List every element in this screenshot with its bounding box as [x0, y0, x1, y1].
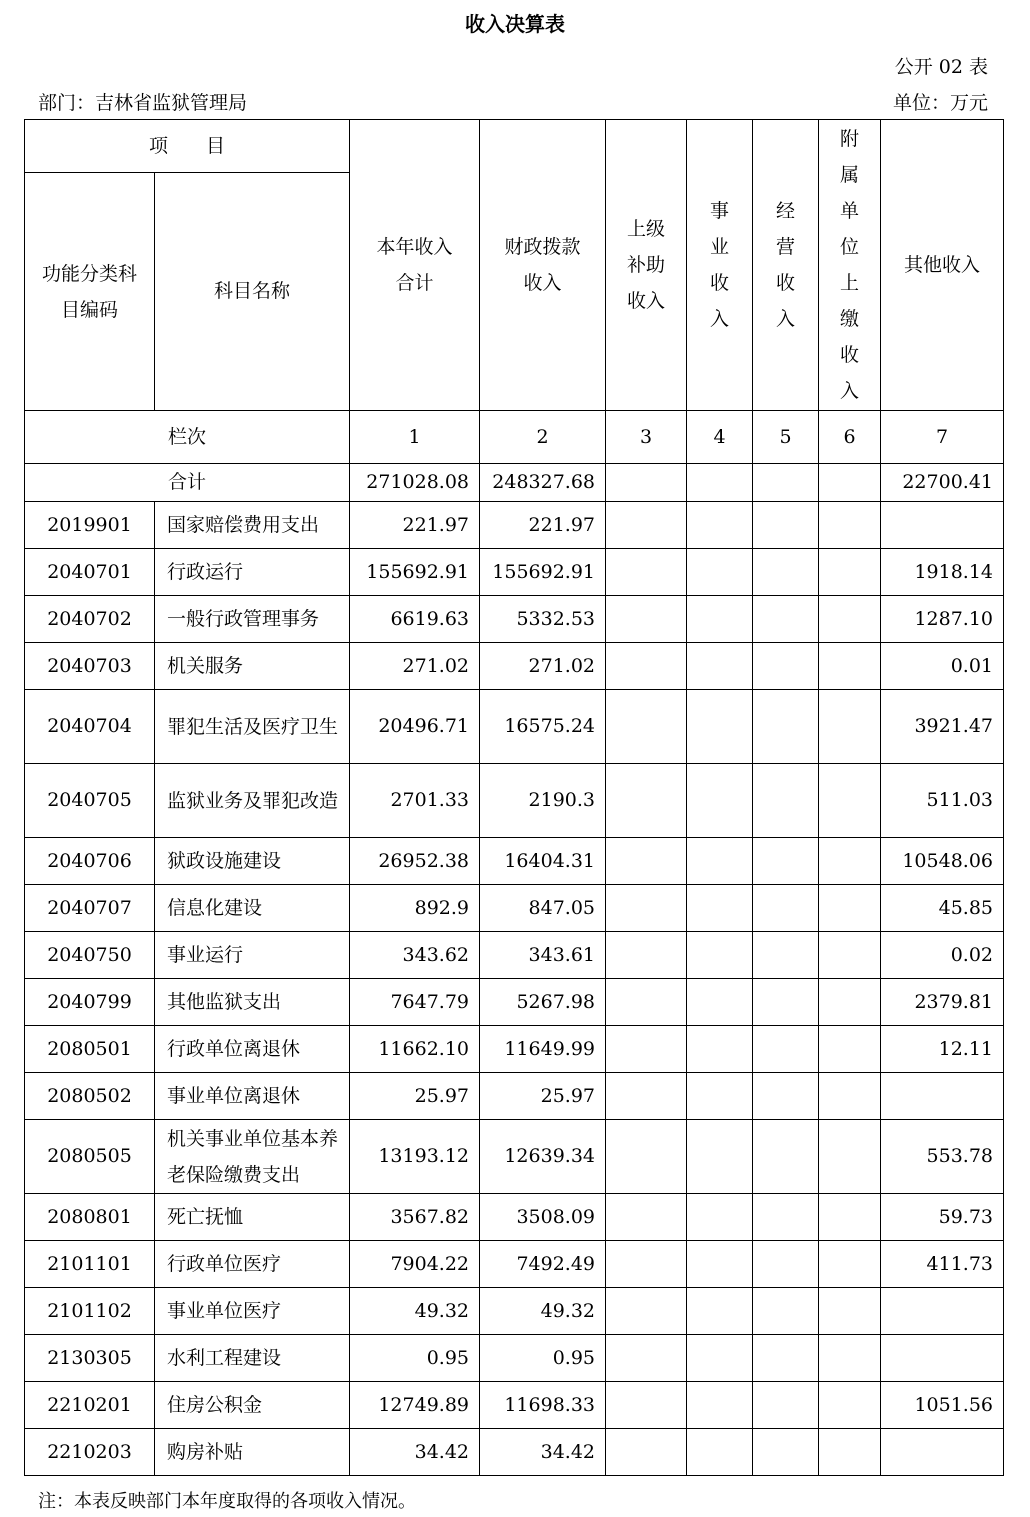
- header-affiliate: 附属单位上缴收入: [819, 120, 881, 411]
- superior-income: [606, 1073, 687, 1120]
- fiscal-income: 155692.91: [480, 549, 606, 596]
- table-row: [25, 1194, 1004, 1241]
- table-row: [25, 1120, 1004, 1194]
- subject-name: 行政单位离退休: [155, 1026, 350, 1073]
- total-income: 343.62: [350, 932, 480, 979]
- subject-code: 2040702: [25, 596, 155, 643]
- operation-income: [753, 1073, 819, 1120]
- subject-code: 2040707: [25, 885, 155, 932]
- fiscal-income: 221.97: [480, 502, 606, 549]
- table-row: [25, 979, 1004, 1026]
- subject-name: 机关服务: [155, 643, 350, 690]
- superior-income: [606, 764, 687, 838]
- subject-code: 2080501: [25, 1026, 155, 1073]
- superior-income: [606, 643, 687, 690]
- total-label: 合计: [25, 464, 350, 502]
- affiliate-income: [819, 1429, 881, 1476]
- subject-name: 水利工程建设: [155, 1335, 350, 1382]
- total-income: 271.02: [350, 643, 480, 690]
- superior-income: [606, 502, 687, 549]
- operation-income: [753, 1335, 819, 1382]
- business-income: [687, 502, 753, 549]
- subject-name: 购房补贴: [155, 1429, 350, 1476]
- total-value: [819, 464, 881, 502]
- total-income: 6619.63: [350, 596, 480, 643]
- header-code: 功能分类科目编码: [25, 173, 155, 411]
- other-income: 553.78: [881, 1120, 1004, 1194]
- superior-income: [606, 690, 687, 764]
- table-row: [25, 764, 1004, 838]
- total-income: 25.97: [350, 1073, 480, 1120]
- other-income: 511.03: [881, 764, 1004, 838]
- subject-code: 2040704: [25, 690, 155, 764]
- total-value: [753, 464, 819, 502]
- total-income: 221.97: [350, 502, 480, 549]
- operation-income: [753, 596, 819, 643]
- header-total: 本年收入合计: [350, 120, 480, 411]
- affiliate-income: [819, 1241, 881, 1288]
- operation-income: [753, 1026, 819, 1073]
- other-income: 1918.14: [881, 549, 1004, 596]
- table-row: [25, 885, 1004, 932]
- superior-income: [606, 1241, 687, 1288]
- column-index: 6: [819, 411, 881, 464]
- other-income: 45.85: [881, 885, 1004, 932]
- total-value: [606, 464, 687, 502]
- total-income: 26952.38: [350, 838, 480, 885]
- business-income: [687, 643, 753, 690]
- table-row: [25, 1026, 1004, 1073]
- table-row: [25, 690, 1004, 764]
- fiscal-income: 2190.3: [480, 764, 606, 838]
- total-income: 20496.71: [350, 690, 480, 764]
- business-income: [687, 885, 753, 932]
- fiscal-income: 5332.53: [480, 596, 606, 643]
- total-income: 34.42: [350, 1429, 480, 1476]
- subject-code: 2019901: [25, 502, 155, 549]
- operation-income: [753, 643, 819, 690]
- operation-income: [753, 1241, 819, 1288]
- affiliate-income: [819, 838, 881, 885]
- subject-code: 2040701: [25, 549, 155, 596]
- total-value: [687, 464, 753, 502]
- subject-code: 2080801: [25, 1194, 155, 1241]
- operation-income: [753, 1288, 819, 1335]
- total-income: 0.95: [350, 1335, 480, 1382]
- subject-code: 2101101: [25, 1241, 155, 1288]
- table-row: [25, 1335, 1004, 1382]
- report-title: 收入决算表: [465, 12, 565, 36]
- subject-name: 国家赔偿费用支出: [155, 502, 350, 549]
- affiliate-income: [819, 1194, 881, 1241]
- table-row: [25, 596, 1004, 643]
- affiliate-income: [819, 1288, 881, 1335]
- subject-name: 事业单位离退休: [155, 1073, 350, 1120]
- subject-code: 2210203: [25, 1429, 155, 1476]
- superior-income: [606, 838, 687, 885]
- business-income: [687, 690, 753, 764]
- fiscal-income: 3508.09: [480, 1194, 606, 1241]
- fiscal-income: 16404.31: [480, 838, 606, 885]
- operation-income: [753, 1120, 819, 1194]
- column-index: 4: [687, 411, 753, 464]
- total-income: 12749.89: [350, 1382, 480, 1429]
- total-income: 155692.91: [350, 549, 480, 596]
- business-income: [687, 1194, 753, 1241]
- operation-income: [753, 885, 819, 932]
- affiliate-income: [819, 1120, 881, 1194]
- superior-income: [606, 1120, 687, 1194]
- subject-name: 罪犯生活及医疗卫生: [155, 690, 350, 764]
- subject-name: 机关事业单位基本养老保险缴费支出: [155, 1120, 350, 1194]
- fiscal-income: 16575.24: [480, 690, 606, 764]
- total-income: 49.32: [350, 1288, 480, 1335]
- other-income: 0.02: [881, 932, 1004, 979]
- subject-name: 监狱业务及罪犯改造: [155, 764, 350, 838]
- business-income: [687, 838, 753, 885]
- other-income: [881, 502, 1004, 549]
- table-row: [25, 1073, 1004, 1120]
- subject-name: 行政单位医疗: [155, 1241, 350, 1288]
- footnote: 注：本表反映部门本年度取得的各项收入情况。: [38, 1491, 416, 1512]
- column-index-label: 栏次: [25, 411, 350, 464]
- affiliate-income: [819, 979, 881, 1026]
- other-income: [881, 1073, 1004, 1120]
- fiscal-income: 343.61: [480, 932, 606, 979]
- table-row: [25, 1288, 1004, 1335]
- fiscal-income: 34.42: [480, 1429, 606, 1476]
- unit-label: 单位：万元: [892, 92, 988, 114]
- superior-income: [606, 1194, 687, 1241]
- superior-income: [606, 885, 687, 932]
- column-index: 2: [480, 411, 606, 464]
- affiliate-income: [819, 596, 881, 643]
- affiliate-income: [819, 885, 881, 932]
- subject-code: 2080505: [25, 1120, 155, 1194]
- header-other: 其他收入: [881, 120, 1004, 411]
- total-value: 22700.41: [881, 464, 1004, 502]
- column-index: 5: [753, 411, 819, 464]
- business-income: [687, 1382, 753, 1429]
- operation-income: [753, 932, 819, 979]
- subject-name: 死亡抚恤: [155, 1194, 350, 1241]
- fiscal-income: 5267.98: [480, 979, 606, 1026]
- superior-income: [606, 1026, 687, 1073]
- total-income: 7904.22: [350, 1241, 480, 1288]
- operation-income: [753, 1429, 819, 1476]
- business-income: [687, 1120, 753, 1194]
- business-income: [687, 1241, 753, 1288]
- income-table: [24, 119, 1004, 1476]
- subject-code: 2080502: [25, 1073, 155, 1120]
- superior-income: [606, 1335, 687, 1382]
- table-row: [25, 1429, 1004, 1476]
- header-fiscal: 财政拨款收入: [480, 120, 606, 411]
- header-business: 事业收入: [687, 120, 753, 411]
- business-income: [687, 1335, 753, 1382]
- affiliate-income: [819, 1382, 881, 1429]
- other-income: 10548.06: [881, 838, 1004, 885]
- form-number: 公开 02 表: [894, 56, 988, 78]
- header-operation: 经营收入: [753, 120, 819, 411]
- affiliate-income: [819, 764, 881, 838]
- subject-name: 事业运行: [155, 932, 350, 979]
- other-income: 3921.47: [881, 690, 1004, 764]
- subject-name: 事业单位医疗: [155, 1288, 350, 1335]
- affiliate-income: [819, 932, 881, 979]
- fiscal-income: 49.32: [480, 1288, 606, 1335]
- subject-code: 2040799: [25, 979, 155, 1026]
- fiscal-income: 25.97: [480, 1073, 606, 1120]
- other-income: [881, 1335, 1004, 1382]
- affiliate-income: [819, 1026, 881, 1073]
- business-income: [687, 1026, 753, 1073]
- subject-code: 2040703: [25, 643, 155, 690]
- other-income: 411.73: [881, 1241, 1004, 1288]
- column-index: 1: [350, 411, 480, 464]
- business-income: [687, 596, 753, 643]
- superior-income: [606, 979, 687, 1026]
- business-income: [687, 1429, 753, 1476]
- affiliate-income: [819, 502, 881, 549]
- subject-name: 住房公积金: [155, 1382, 350, 1429]
- total-income: 13193.12: [350, 1120, 480, 1194]
- fiscal-income: 271.02: [480, 643, 606, 690]
- operation-income: [753, 979, 819, 1026]
- other-income: 2379.81: [881, 979, 1004, 1026]
- header-item: 项 目: [25, 120, 350, 173]
- operation-income: [753, 690, 819, 764]
- other-income: [881, 1429, 1004, 1476]
- operation-income: [753, 838, 819, 885]
- other-income: 12.11: [881, 1026, 1004, 1073]
- fiscal-income: 0.95: [480, 1335, 606, 1382]
- business-income: [687, 1288, 753, 1335]
- subject-name: 信息化建设: [155, 885, 350, 932]
- operation-income: [753, 502, 819, 549]
- subject-code: 2101102: [25, 1288, 155, 1335]
- fiscal-income: 847.05: [480, 885, 606, 932]
- superior-income: [606, 596, 687, 643]
- business-income: [687, 979, 753, 1026]
- subject-name: 狱政设施建设: [155, 838, 350, 885]
- superior-income: [606, 932, 687, 979]
- table-row: [25, 502, 1004, 549]
- total-income: 11662.10: [350, 1026, 480, 1073]
- affiliate-income: [819, 549, 881, 596]
- superior-income: [606, 549, 687, 596]
- business-income: [687, 932, 753, 979]
- other-income: [881, 1288, 1004, 1335]
- affiliate-income: [819, 690, 881, 764]
- table-row: [25, 549, 1004, 596]
- fiscal-income: 12639.34: [480, 1120, 606, 1194]
- table-row: [25, 932, 1004, 979]
- total-income: 7647.79: [350, 979, 480, 1026]
- other-income: 1287.10: [881, 596, 1004, 643]
- total-income: 892.9: [350, 885, 480, 932]
- subject-code: 2040750: [25, 932, 155, 979]
- superior-income: [606, 1429, 687, 1476]
- superior-income: [606, 1288, 687, 1335]
- column-index: 7: [881, 411, 1004, 464]
- subject-name: 其他监狱支出: [155, 979, 350, 1026]
- column-index: 3: [606, 411, 687, 464]
- other-income: 0.01: [881, 643, 1004, 690]
- table-row: [25, 1241, 1004, 1288]
- total-income: 3567.82: [350, 1194, 480, 1241]
- subject-name: 一般行政管理事务: [155, 596, 350, 643]
- operation-income: [753, 549, 819, 596]
- business-income: [687, 764, 753, 838]
- other-income: 1051.56: [881, 1382, 1004, 1429]
- table-row: [25, 838, 1004, 885]
- subject-name: 行政运行: [155, 549, 350, 596]
- subject-code: 2210201: [25, 1382, 155, 1429]
- table-row: [25, 643, 1004, 690]
- fiscal-income: 11698.33: [480, 1382, 606, 1429]
- affiliate-income: [819, 1073, 881, 1120]
- operation-income: [753, 1194, 819, 1241]
- subject-code: 2040705: [25, 764, 155, 838]
- subject-code: 2130305: [25, 1335, 155, 1382]
- operation-income: [753, 1382, 819, 1429]
- department-label: 部门：吉林省监狱管理局: [38, 92, 248, 114]
- business-income: [687, 1073, 753, 1120]
- operation-income: [753, 764, 819, 838]
- subject-code: 2040706: [25, 838, 155, 885]
- affiliate-income: [819, 1335, 881, 1382]
- fiscal-income: 11649.99: [480, 1026, 606, 1073]
- header-name: 科目名称: [155, 173, 350, 411]
- table-row: [25, 1382, 1004, 1429]
- total-value: 271028.08: [350, 464, 480, 502]
- business-income: [687, 549, 753, 596]
- other-income: 59.73: [881, 1194, 1004, 1241]
- fiscal-income: 7492.49: [480, 1241, 606, 1288]
- total-income: 2701.33: [350, 764, 480, 838]
- superior-income: [606, 1382, 687, 1429]
- total-value: 248327.68: [480, 464, 606, 502]
- header-superior: 上级补助收入: [606, 120, 687, 411]
- affiliate-income: [819, 643, 881, 690]
